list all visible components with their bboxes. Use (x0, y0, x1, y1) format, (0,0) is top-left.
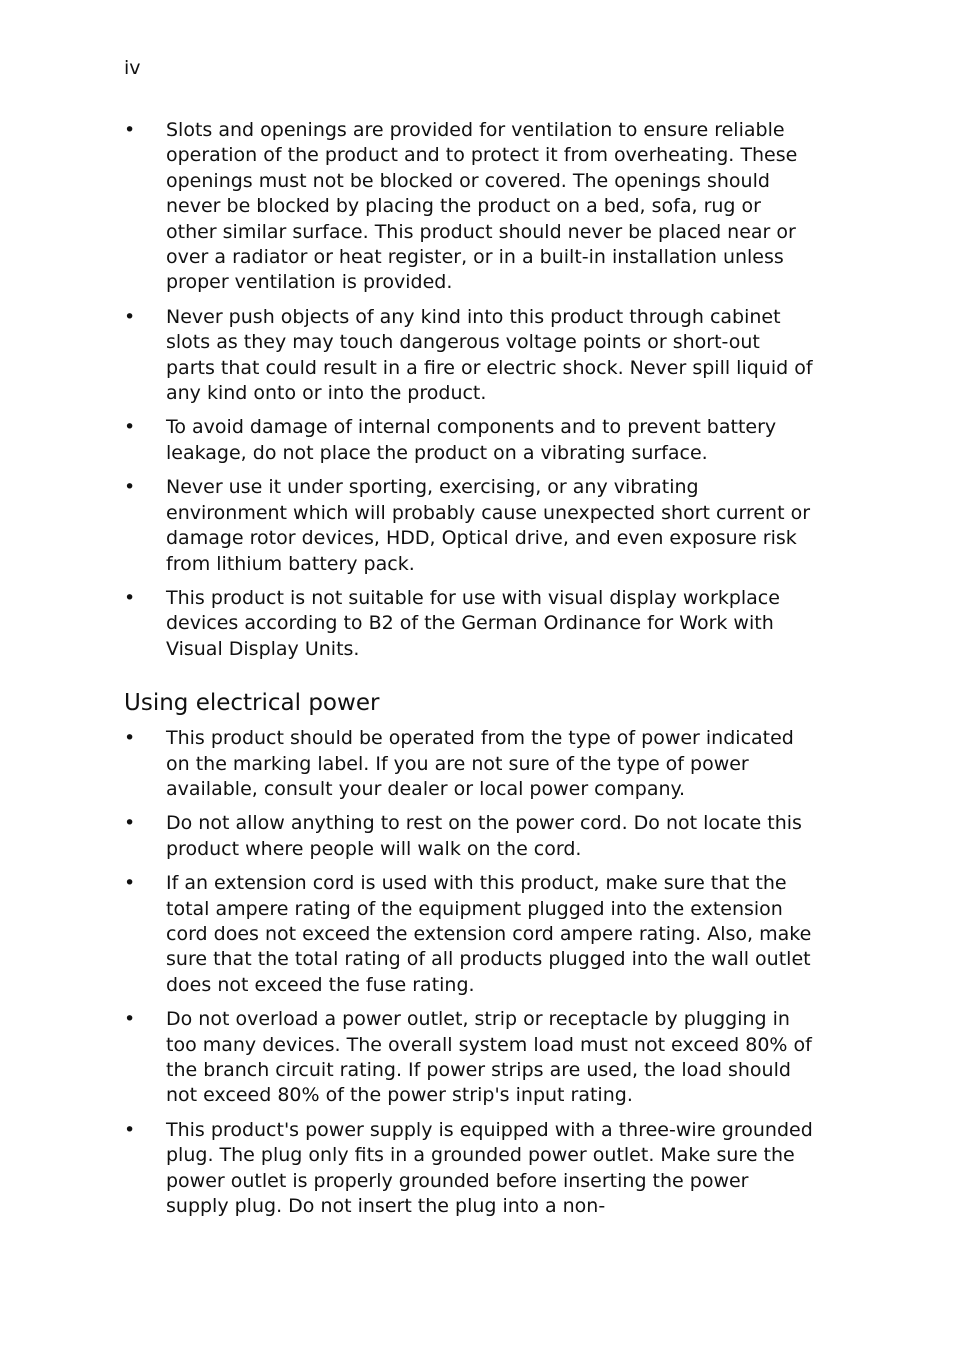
list-item (124, 1118, 814, 1220)
list-item (124, 475, 814, 577)
list-item-text: Never push objects of any kind into this product through cabinet slots as they may touch dangerous voltage points or short-out parts that could result in a fire or electric shock. Never spill liquid of any kind onto or into the product. (166, 305, 813, 405)
bullet-icon: • (124, 1118, 136, 1141)
bullet-icon: • (124, 812, 136, 835)
bullet-icon: • (124, 119, 136, 141)
bullet-icon: • (124, 416, 136, 439)
bullet-icon: • (124, 476, 136, 499)
safety-list (124, 118, 814, 662)
list-item (124, 726, 814, 802)
bullet-icon: • (124, 727, 136, 750)
list-item-text: Never use it under sporting, exercising, or any vibrating environment which will probably cause unexpected short current or damage rotor devices, HDD, Optical drive, and even exposure risk from lithium battery pack. (166, 476, 811, 575)
list-item (124, 415, 814, 466)
list-item-text: Do not allow anything to rest on the power cord. Do not locate this product where people will walk on the cord. (166, 812, 802, 860)
list-item (124, 1007, 814, 1109)
page-content (124, 118, 814, 1228)
page-number: iv (124, 57, 141, 79)
list-item-text: If an extension cord is used with this product, make sure that the total ampere rating of the equipment plugged into the extension cord does not exceed the extension cord ampere rating. Also, make sure that the total rating of all products plugged into the wall outlet does not exceed the fuse rating. (166, 872, 812, 996)
bullet-icon: • (124, 1008, 136, 1031)
list-item (124, 871, 814, 998)
list-item (124, 586, 814, 662)
section-heading: Using electrical power (124, 690, 380, 717)
list-item-text: To avoid damage of internal components and to prevent battery leakage, do not place the product on a vibrating surface. (166, 416, 777, 464)
list-item (124, 118, 814, 296)
list-item-text: This product's power supply is equipped with a three-wire grounded plug. The plug only fits in a grounded power outlet. Make sure the power outlet is properly grounded before inserting the power supply plug. Do not insert the plug into a non- (166, 1118, 813, 1218)
bullet-icon: • (124, 586, 136, 609)
bullet-icon: • (124, 872, 136, 895)
list-item-text: Slots and openings are provided for ventilation to ensure reliable operation of the product and to protect it from overheating. These openings must not be blocked or covered. The openings should never be blocked by placing the product on a bed, sofa, rug or other similar surface. This product should never be placed near or over a radiator or heat register, or in a built-in installation unless proper ventilation is provided. (166, 119, 798, 294)
list-item-text: This product is not suitable for use with visual display workplace devices according to B2 of the German Ordinance for Work with Visual Display Units. (166, 586, 780, 660)
electrical-power-list (124, 726, 814, 1219)
list-item-text: This product should be operated from the type of power indicated on the marking label. If you are not sure of the type of power available, consult your dealer or local power company. (166, 727, 794, 800)
list-item (124, 811, 814, 862)
bullet-icon: • (124, 305, 136, 328)
list-item (124, 305, 814, 407)
list-item-text: Do not overload a power outlet, strip or receptacle by plugging in too many devices. The overall system load must not exceed 80% of the branch circuit rating. If power strips are used, the load should not exceed 80% of the power strip's input rating. (166, 1008, 812, 1107)
